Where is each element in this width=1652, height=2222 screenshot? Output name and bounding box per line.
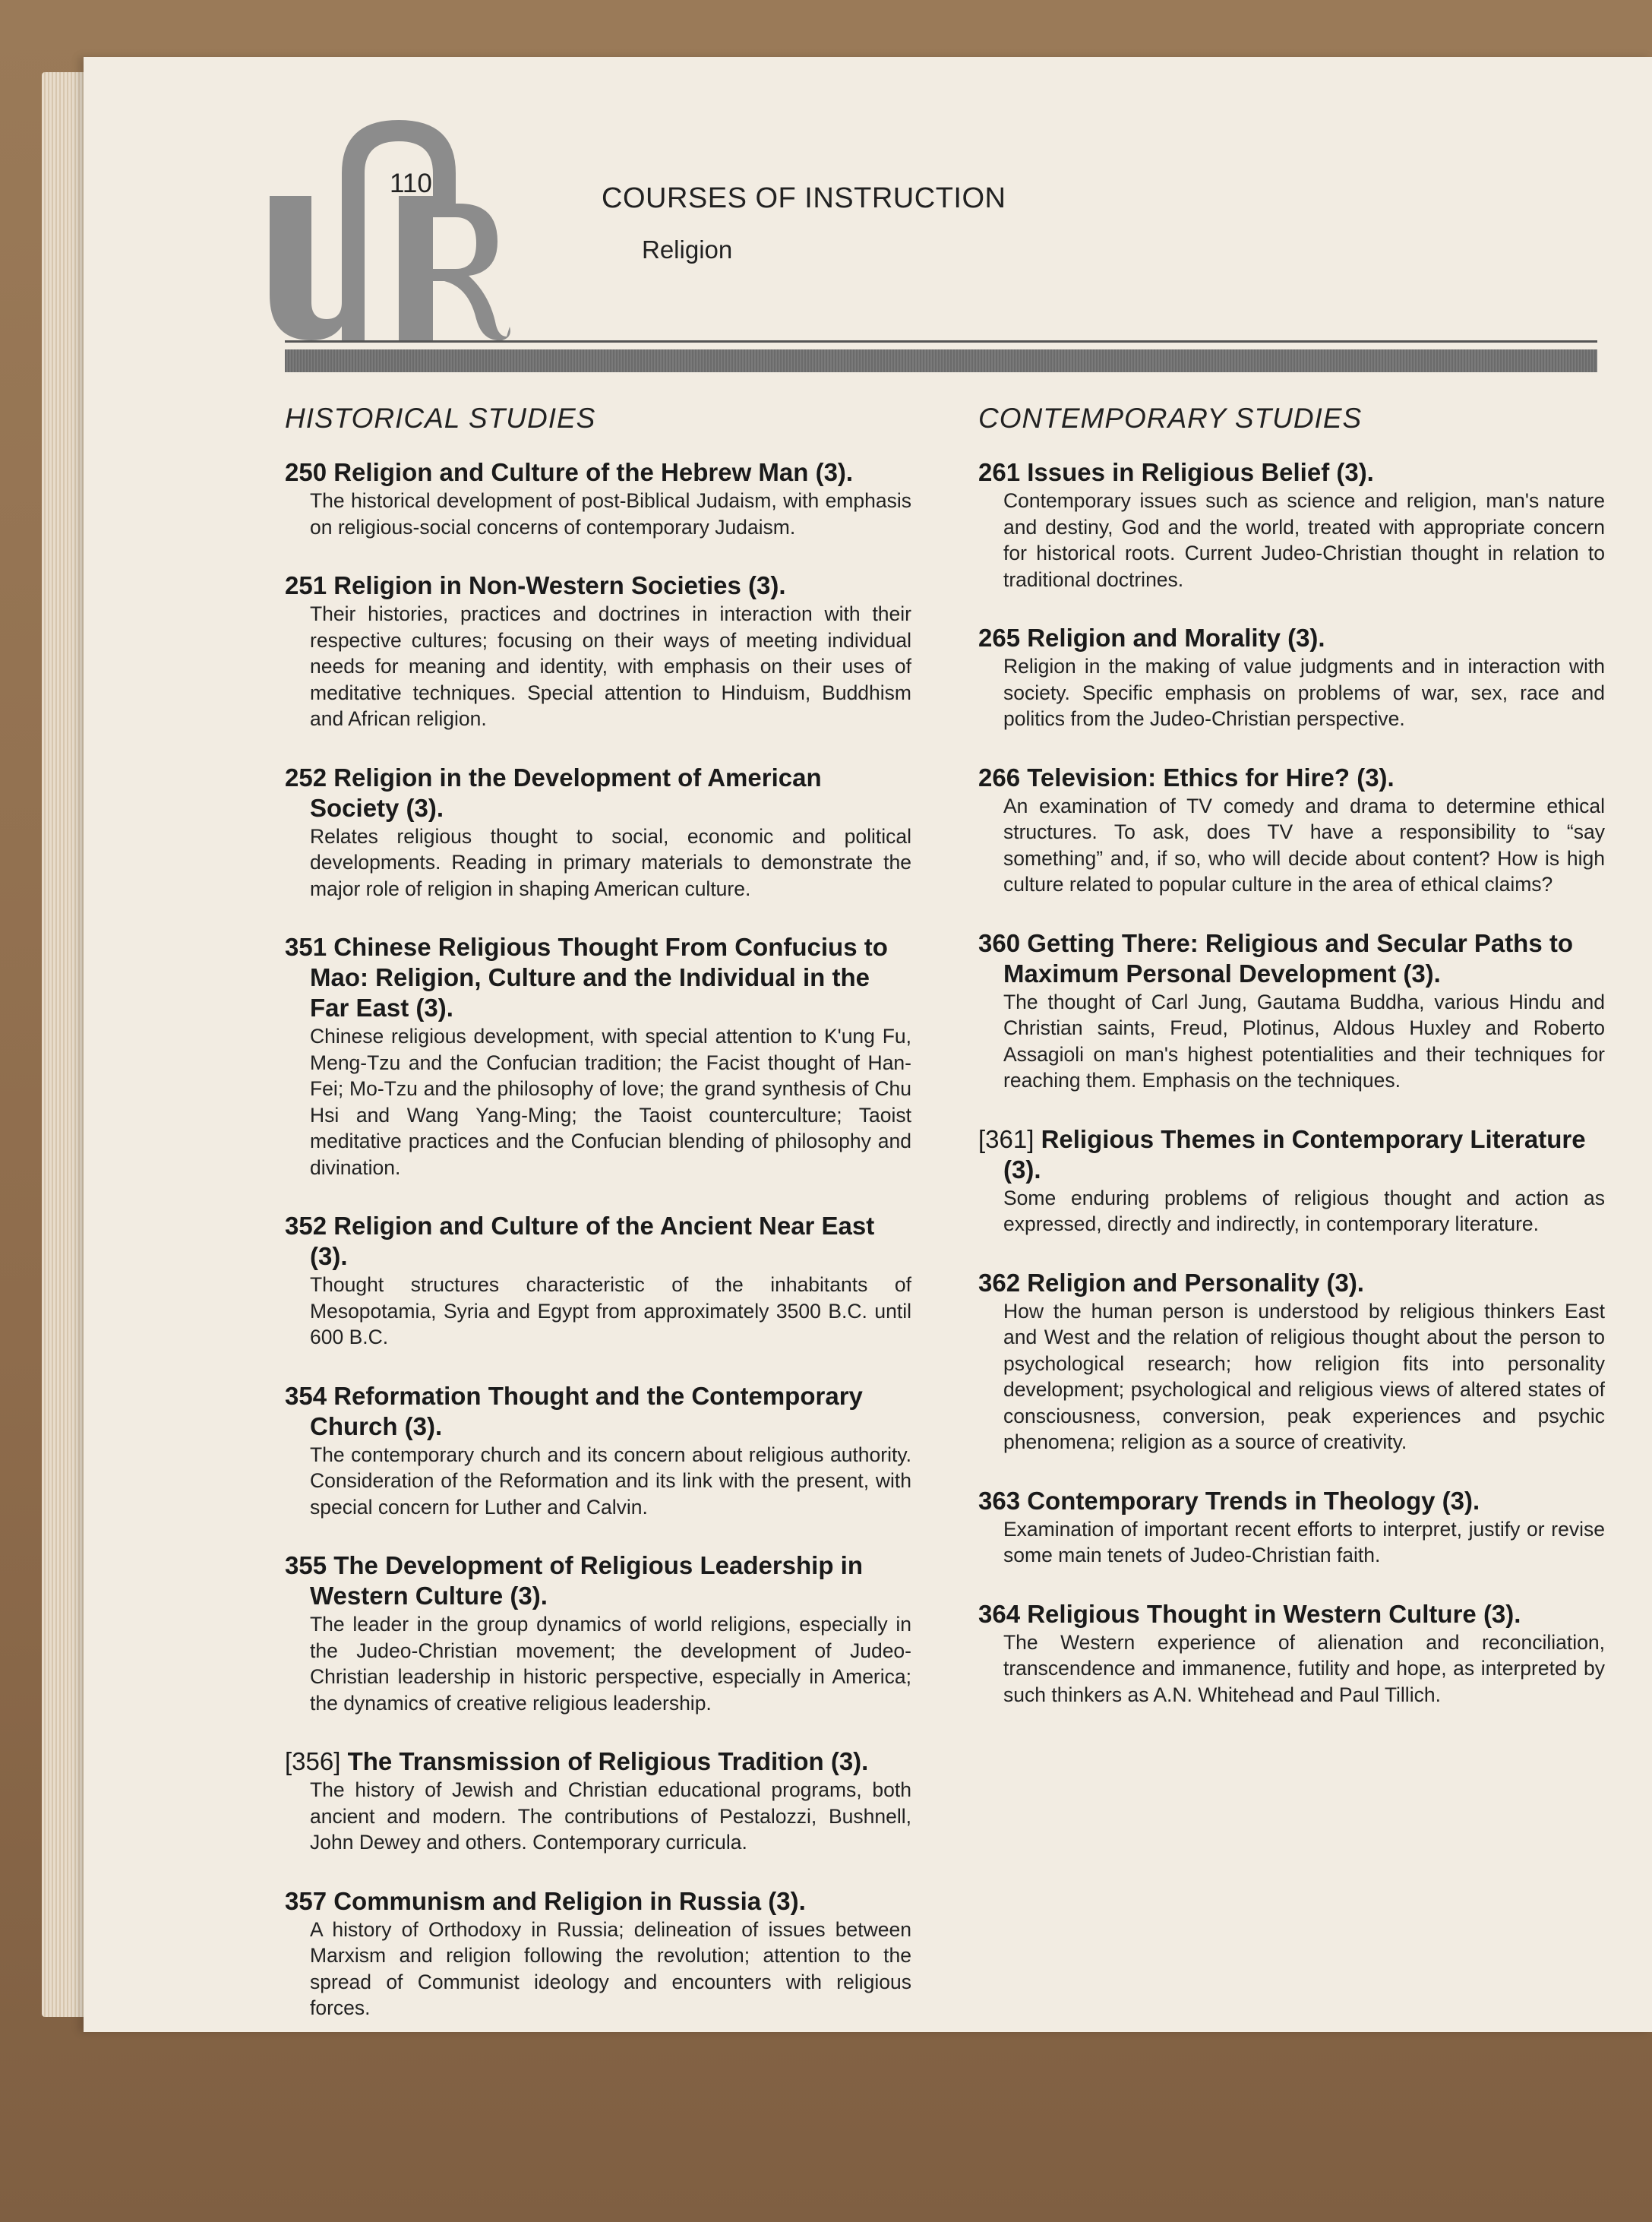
course-entry — [285, 1886, 911, 2021]
course-title: 360 Getting There: Religious and Secular Paths to Maximum Personal Development (3). — [978, 928, 1574, 988]
course-title-text: The Transmission of Religious Tradition (3). — [347, 1747, 869, 1775]
course-description: How the human person is understood by religious thinkers East and West and the relation of religious thought about the person to psychological research; how religion fits into personality development; psychological and religious views of altered states of consciousness, conversion, peak experiences and psychic phenomena; religion as a source of creativity. — [1003, 1299, 1605, 1453]
course-entry — [978, 928, 1605, 1094]
course-description: The historical development of post-Biblical Judaism, with emphasis on religious-social concerns of contemporary Judaism. — [310, 489, 911, 539]
course-entry — [285, 932, 911, 1181]
course-title — [978, 1124, 1605, 1185]
page-number: 110 — [390, 169, 432, 198]
page-title: COURSES OF INSTRUCTION — [602, 182, 1006, 214]
course-description: Some enduring problems of religious thought and action as expressed, directly and indirectly, in contemporary literature. — [1003, 1186, 1605, 1235]
course-entry — [978, 457, 1605, 593]
course-entry — [285, 1746, 911, 1856]
course-entry — [978, 623, 1605, 732]
course-entry — [978, 1124, 1605, 1237]
course-title: 252 Religion in the Development of American Society (3). — [285, 763, 822, 822]
course-description: The leader in the group dynamics of world religions, especially in the Judeo-Christian movement; the development of Judeo-Christian leadership in historic perspective, especially in America; the dynamics of creative religious leadership. — [310, 1613, 911, 1715]
section-heading-historical: HISTORICAL STUDIES — [285, 403, 596, 434]
course-entry — [978, 1599, 1605, 1708]
course-entry — [285, 1381, 911, 1521]
course-title: 352 Religion and Culture of the Ancient Near East (3). — [285, 1212, 875, 1270]
course-description: The contemporary church and its concern about religious authority. Consideration of the Reformation and its link with the present, with special concern for Luther and Calvin. — [310, 1443, 911, 1519]
course-entry — [285, 763, 911, 902]
course-description: The history of Jewish and Christian educational programs, both ancient and modern. The contributions of Pestalozzi, Bushnell, John Dewey and others. Contemporary curricula. — [310, 1778, 911, 1854]
course-description: A history of Orthodoxy in Russia; delineation of issues between Marxism and religion following the revolution; attention to the spread of Communist ideology and encounters with religious forces. — [310, 1917, 911, 2019]
course-description: An examination of TV comedy and drama to determine ethical structures. To ask, does TV have a responsibility to “say something” and, if so, who will decide about content? How is high culture related to popular culture in the area of ethical claims? — [1003, 794, 1605, 896]
course-title: 357 Communism and Religion in Russia (3). — [285, 1886, 806, 1915]
course-title: 266 Television: Ethics for Hire? (3). — [978, 763, 1395, 792]
course-description: Relates religious thought to social, economic and political developments. Reading in primary materials to demonstrate the major role of religion in shaping American culture. — [310, 824, 911, 900]
course-code-bracketed: [356] — [285, 1747, 341, 1775]
course-entry — [978, 1268, 1605, 1456]
ur-logo — [270, 120, 573, 340]
section-heading-contemporary: CONTEMPORARY STUDIES — [978, 403, 1363, 434]
course-description: Examination of important recent efforts to interpret, justify or revise some main tenets of Judeo-Christian faith. — [1003, 1517, 1605, 1566]
course-title: 351 Chinese Religious Thought From Confucius to Mao: Religion, Culture and the Individual in the Far East (3). — [285, 933, 888, 1022]
course-description: Chinese religious development, with special attention to K'ung Fu, Meng-Tzu and the Confucian tradition; the Facist thought of Han-Fei; Mo-Tzu and the philosophy of love; the grand synthesis of Chu Hsi and Wang Yang-Ming; the Taoist counterculture; Taoist meditative practices and the Confucian blending of philosophy and divination. — [310, 1025, 911, 1179]
course-title: 364 Religious Thought in Western Culture (3). — [978, 1599, 1521, 1628]
course-title: 265 Religion and Morality (3). — [978, 624, 1325, 652]
contemporary-studies-column — [978, 403, 1605, 1738]
course-entry — [285, 457, 911, 540]
course-entry — [978, 1486, 1605, 1569]
course-description: The thought of Carl Jung, Gautama Buddha, various Hindu and Christian saints, Freud, Plotinus, Aldous Huxley and Roberto Assagioli on man's highest potentialities and their techniques for reaching them. Emphasis on the techniques. — [1003, 990, 1605, 1092]
course-title: 261 Issues in Religious Belief (3). — [978, 458, 1374, 486]
historical-studies-column — [285, 403, 911, 2052]
course-title: 362 Religion and Personality (3). — [978, 1268, 1364, 1297]
course-entry — [978, 763, 1605, 898]
course-title-text: Religious Themes in Contemporary Literature (3). — [1003, 1124, 1586, 1184]
course-code-bracketed: [361] — [978, 1124, 1034, 1153]
page-subtitle: Religion — [642, 235, 733, 264]
course-title: 363 Contemporary Trends in Theology (3). — [978, 1486, 1480, 1515]
course-description: Their histories, practices and doctrines in interaction with their respective cultures; focusing on their ways of meeting individual needs for meaning and identity, with emphasis on their uses of meditative techniques. Special attention to Hinduism, Buddhism and African religion. — [310, 602, 911, 730]
course-entry — [285, 1550, 911, 1716]
course-entry — [285, 571, 911, 732]
course-title: 250 Religion and Culture of the Hebrew Man (3). — [285, 458, 854, 486]
header-rule-thick — [285, 349, 1597, 372]
course-title: 354 Reformation Thought and the Contemporary Church (3). — [285, 1381, 863, 1440]
course-description: Thought structures characteristic of the inhabitants of Mesopotamia, Syria and Egypt from approximately 3500 B.C. until 600 B.C. — [310, 1273, 911, 1348]
header-rule-thin — [285, 340, 1597, 343]
course-title — [285, 1746, 911, 1777]
course-entry — [285, 1211, 911, 1351]
course-title: 251 Religion in Non-Western Societies (3). — [285, 571, 786, 599]
course-description: Contemporary issues such as science and religion, man's nature and destiny, God and the world, treated with appropriate concern for historical roots. Current Judeo-Christian thought in relation to traditional doctrines. — [1003, 489, 1605, 591]
course-description: Religion in the making of value judgments and in interaction with society. Specific emphasis on problems of war, sex, race and politics from the Judeo-Christian perspective. — [1003, 655, 1605, 730]
course-description: The Western experience of alienation and reconciliation, transcendence and immanence, futility and hope, as interpreted by such thinkers as A.N. Whitehead and Paul Tillich. — [1003, 1630, 1605, 1706]
course-title: 355 The Development of Religious Leadership in Western Culture (3). — [285, 1551, 863, 1610]
